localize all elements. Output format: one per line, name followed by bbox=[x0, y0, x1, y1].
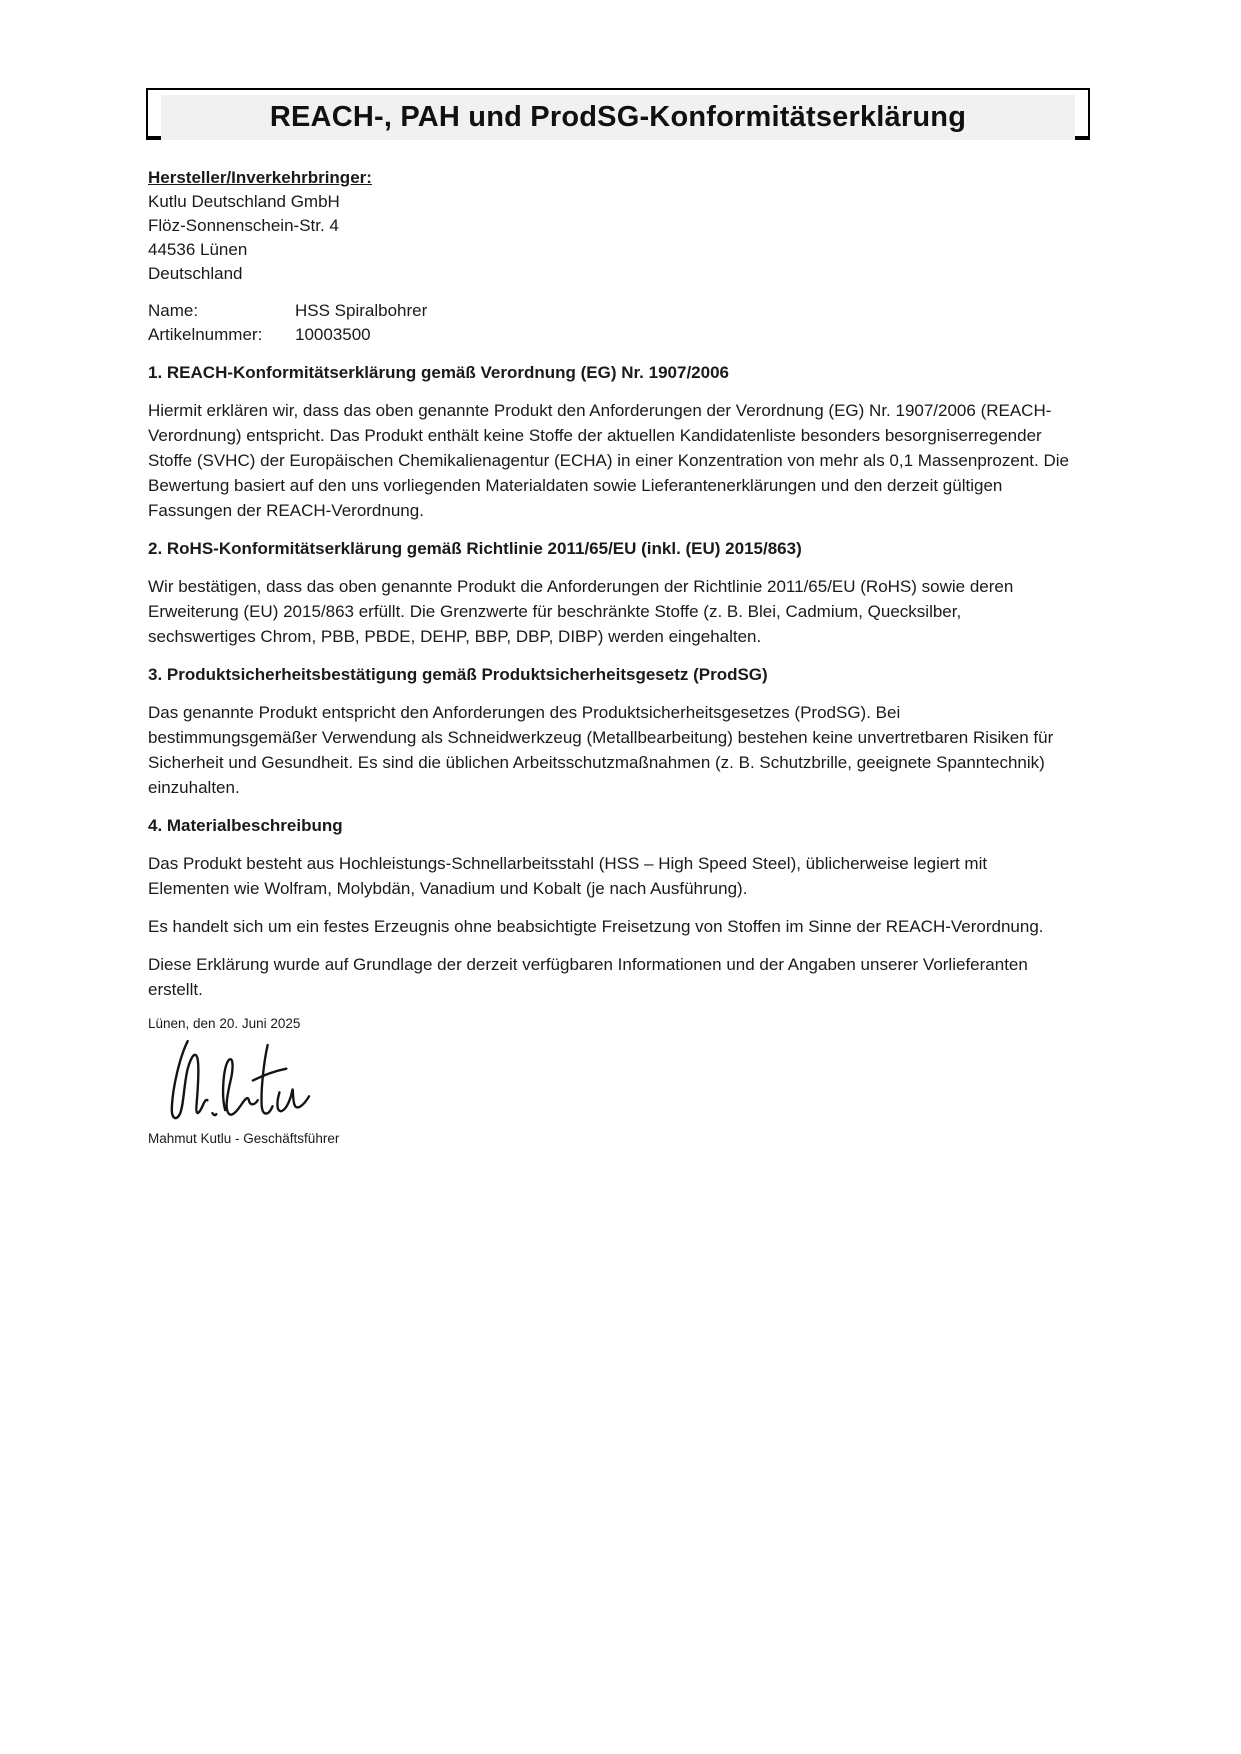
section-reach-paragraph: Hiermit erklären wir, dass das oben genannte Produkt den Anforderungen der Verordnung (EG) Nr. 1907/2006 (REACH-Verordnung) entspricht. Das Produkt enthält keine Stoffe der aktuellen Kandidatenliste besonders besorgniserregender Stoffe (SVHC) der Europäischen Chemikalienagentur (ECHA) in einer Konzentration von mehr als 0,1 Massenprozent. Die Bewertung basiert auf den uns vorliegenden Materialdaten sowie Lieferantenerklärungen und den derzeit gültigen Fassungen der REACH-Verordnung. bbox=[148, 401, 1069, 520]
product-name-value: HSS Spiralbohrer bbox=[295, 301, 428, 320]
article-number-row bbox=[148, 323, 1072, 347]
section-reach-heading: 1. REACH-Konformitätserklärung gemäß Verordnung (EG) Nr. 1907/2006 bbox=[148, 363, 729, 382]
product-name-label: Name: bbox=[148, 301, 199, 320]
manufacturer-country: Deutschland bbox=[148, 264, 243, 283]
section-reach bbox=[148, 360, 1072, 523]
manufacturer-label: Hersteller/Inverkehrbringer: bbox=[148, 168, 372, 187]
product-name-row bbox=[148, 299, 1072, 323]
section-prodsg bbox=[148, 662, 1072, 800]
manufacturer-city: 44536 Lünen bbox=[148, 240, 248, 259]
section-rohs-heading: 2. RoHS-Konformitätserklärung gemäß Richtlinie 2011/65/EU (inkl. (EU) 2015/863) bbox=[148, 539, 802, 558]
place-date: Lünen, den 20. Juni 2025 bbox=[148, 1016, 301, 1031]
article-number-value: 10003500 bbox=[295, 325, 371, 344]
signature-area bbox=[166, 1035, 1072, 1129]
document-content bbox=[148, 166, 1072, 1148]
manufacturer-street: Flöz-Sonnenschein-Str. 4 bbox=[148, 216, 339, 235]
section-material-paragraph-2: Es handelt sich um ein festes Erzeugnis ohne beabsichtigte Freisetzung von Stoffen im Sinne der REACH-Verordnung. bbox=[148, 917, 1044, 936]
manufacturer-company: Kutlu Deutschland GmbH bbox=[148, 192, 340, 211]
handwritten-signature-image bbox=[166, 1035, 314, 1129]
signatory-caption: Mahmut Kutlu - Geschäftsführer bbox=[148, 1131, 340, 1146]
section-rohs-paragraph: Wir bestätigen, dass das oben genannte Produkt die Anforderungen der Richtlinie 2011/65/EU (RoHS) sowie deren Erweiterung (EU) 2015/863 erfüllt. Die Grenzwerte für beschränkte Stoffe (z. B. Blei, Cadmium, Quecksilber, sechswertiges Chrom, PBB, PBDE, DEHP, BBP, DBP, DIBP) werden eingehalten. bbox=[148, 577, 1014, 646]
section-material-paragraph-1: Das Produkt besteht aus Hochleistungs-Schnellarbeitsstahl (HSS – High Speed Steel), üblicherweise legiert mit Elementen wie Wolfram, Molybdän, Vanadium und Kobalt (je nach Ausführung). bbox=[148, 854, 988, 898]
article-number-label: Artikelnummer: bbox=[148, 325, 263, 344]
section-material bbox=[148, 813, 1072, 939]
title-banner bbox=[146, 88, 1090, 140]
section-material-heading: 4. Materialbeschreibung bbox=[148, 816, 343, 835]
section-prodsg-heading: 3. Produktsicherheitsbestätigung gemäß Produktsicherheitsgesetz (ProdSG) bbox=[148, 665, 768, 684]
section-prodsg-paragraph: Das genannte Produkt entspricht den Anforderungen des Produktsicherheitsgesetzes (ProdSG). Bei bestimmungsgemäßer Verwendung als Schneidwerkzeug (Metallbearbeitung) bestehen keine unvertretbaren Risiken für Sicherheit und Gesundheit. Es sind die üblichen Arbeitsschutzmaßnahmen (z. B. Schutzbrille, geeignete Spanntechnik) einzuhalten. bbox=[148, 703, 1054, 797]
section-rohs bbox=[148, 536, 1072, 649]
closing-paragraph: Diese Erklärung wurde auf Grundlage der derzeit verfügbaren Informationen und der Angaben unserer Vorlieferanten erstellt. bbox=[148, 955, 1028, 999]
document-title: REACH-, PAH und ProdSG-Konformitätserklärung bbox=[161, 95, 1075, 140]
product-info bbox=[148, 299, 1072, 347]
manufacturer-block bbox=[148, 166, 1072, 286]
